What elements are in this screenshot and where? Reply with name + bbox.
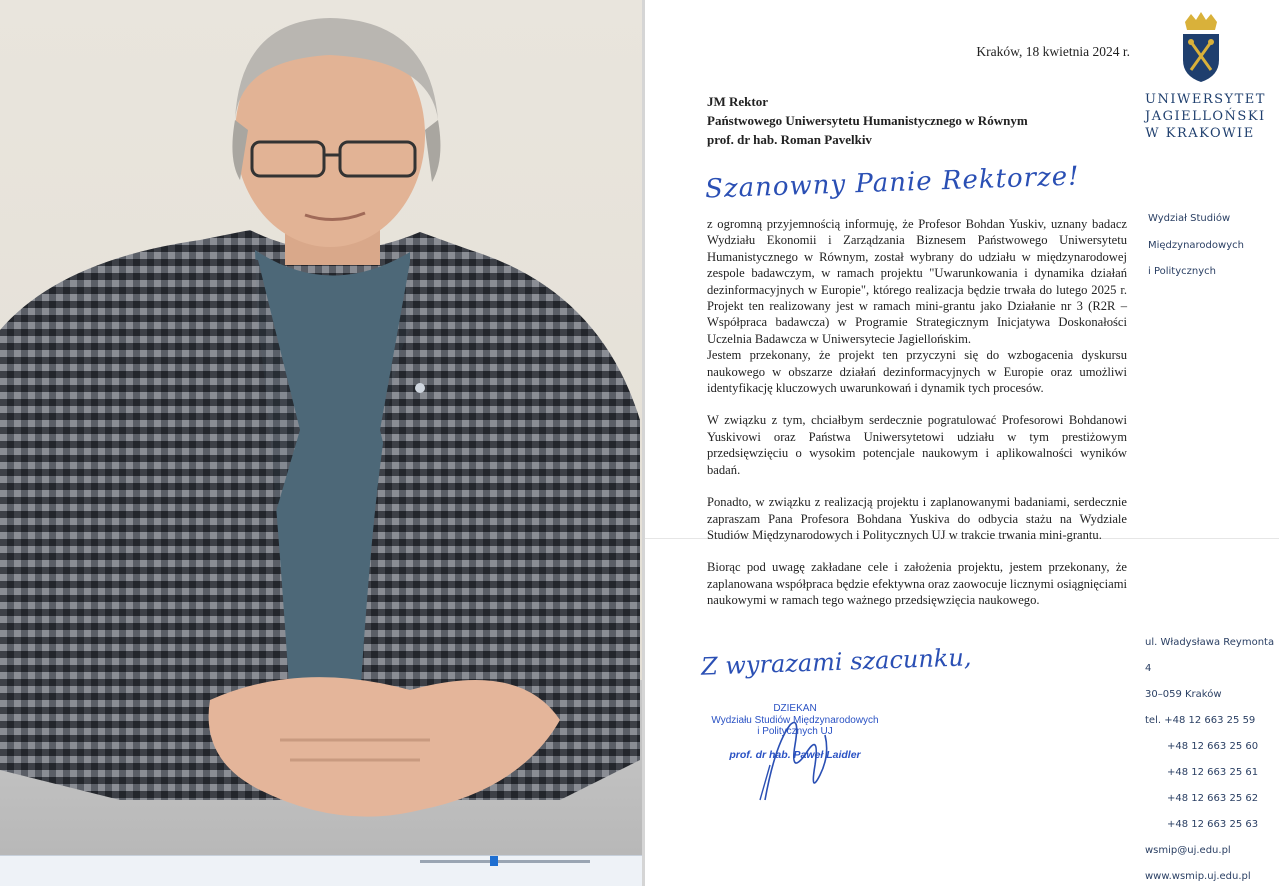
handwritten-closing: Z wyrazami szacunku, <box>700 643 972 681</box>
stamp-signer: prof. dr hab. Paweł Laidler <box>729 748 861 761</box>
contact-phone: tel. +48 12 663 25 59 <box>1145 715 1256 726</box>
contact-city: 30–059 Kraków <box>1145 689 1222 700</box>
stamp-line: i Politycznych UJ <box>757 726 833 737</box>
stamp-title: DZIEKAN <box>773 703 817 714</box>
contact-phone: +48 12 663 25 60 <box>1167 741 1259 752</box>
letter-body <box>707 216 1127 625</box>
department-line: i Politycznych <box>1148 266 1216 277</box>
university-name-line: W KRAKOWIE <box>1145 126 1255 141</box>
department-name <box>1148 206 1244 286</box>
contact-phone: +48 12 663 25 62 <box>1167 793 1259 804</box>
viewer-status-bar <box>0 855 642 886</box>
university-name-line: JAGIELLOŃSKI <box>1145 109 1266 124</box>
addressee-line: prof. dr hab. Roman Pavelkiv <box>707 132 872 147</box>
body-paragraph: Jestem przekonany, że projekt ten przyczyni się do wzbogacenia dyskursu naukowego w obszarze działań dezinformacyjnych w Europie oraz umożliwi identyfikację kluczowych uwarunkowań i dynamik tych procesów. <box>707 348 1127 396</box>
zoom-slider-thumb[interactable] <box>490 856 498 866</box>
contact-phone: +48 12 663 25 61 <box>1167 767 1259 778</box>
portrait-illustration <box>0 0 642 856</box>
university-logo <box>1145 12 1266 142</box>
contact-street: ul. Władysława Reymonta 4 <box>1145 637 1275 674</box>
crest-icon <box>1179 12 1223 82</box>
portrait-photo <box>0 0 642 886</box>
addressee-block <box>707 92 1028 149</box>
addressee-line: JM Rektor <box>707 94 769 109</box>
stamp-line: Wydziału Studiów Międzynarodowych <box>711 714 879 726</box>
zoom-slider[interactable] <box>420 860 590 863</box>
department-line: Międzynarodowych <box>1148 239 1244 251</box>
body-paragraph: z ogromną przyjemnością informuję, że Profesor Bohdan Yuskiv, uznany badacz Wydziału Ekonomii i Zarządzania Biznesem Państwowego Uniwersytetu Humanistycznego w Równym, został wybrany do udziału w międzynarodowej zespole badawczym, w ramach projektu "Uwarunkowania i dynamika działań dezinformacyjnych w Europie", którego realizacja będzie trwała do lutego 2025 r. Projekt ten realizowany jest w ramach mini-grantu jako Działanie nr 3 (R2R – Współpraca badawcza) w Programie Strategicznym Inicjatywa Doskonałości Uczelnia Badawcza w Uniwersytecie Jagiellońskim. <box>707 217 1127 346</box>
letter-date: Kraków, 18 kwietnia 2024 r. <box>976 44 1130 59</box>
university-name-line: UNIWERSYTET <box>1145 92 1266 107</box>
addressee-line: Państwowego Uniwersytetu Humanistycznego w Równym <box>707 113 1028 128</box>
contact-block <box>1145 630 1279 890</box>
contact-website[interactable]: www.wsmip.uj.edu.pl <box>1145 871 1251 882</box>
department-line: Wydział Studiów <box>1148 213 1231 224</box>
body-paragraph: Ponadto, w związku z realizacją projektu i zaplanowanymi badaniami, serdecznie zapraszam Pana Profesora Bohdana Yuskiva do odbycia stażu na Wydziale Studiów Międzynarodowych i Politycznych UJ w trakcie trwania mini-grantu. <box>707 495 1127 542</box>
university-name <box>1145 91 1266 142</box>
letter-page <box>645 0 1279 886</box>
handwritten-greeting: Szanowny Panie Rektorze! <box>704 161 1081 205</box>
body-paragraph: Biorąc pod uwagę zakładane cele i założenia projektu, jestem przekonany, że zaplanowana współpraca będzie efektywna oraz zaowocuje licznymi osiągnięciami naukowymi w ramach tego ważnego przedsięwzięcia naukowego. <box>707 560 1127 608</box>
contact-email[interactable]: wsmip@uj.edu.pl <box>1145 845 1231 856</box>
contact-phone: +48 12 663 25 63 <box>1167 819 1259 830</box>
handwritten-signature <box>745 705 855 805</box>
body-paragraph: W związku z tym, chciałbym serdecznie pogratulować Profesorowi Bohdanowi Yuskivowi oraz Państwa Uniwersytetowi udziału w tym prestiżowym przedsięwzięciu o wysokim potencjale naukowym i aplikowalności wyników badań. <box>707 413 1127 477</box>
